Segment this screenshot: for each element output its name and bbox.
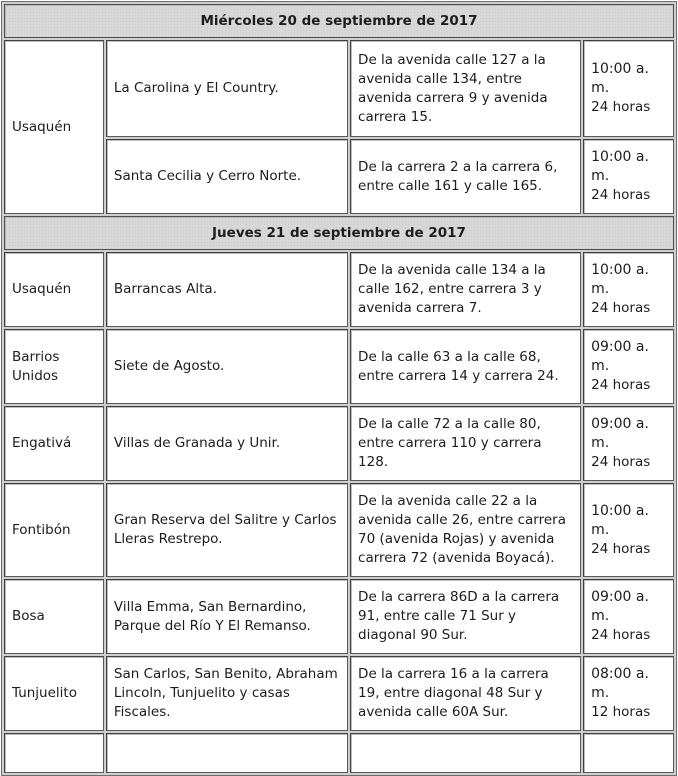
locality-cell: Usaquén bbox=[4, 252, 104, 327]
schedule-container bbox=[1, 1, 677, 776]
range-cell: De la carrera 16 a la carrera 19, entre diagonal 48 Sur y avenida calle 60A Sur. bbox=[350, 656, 581, 731]
range-cell bbox=[350, 733, 581, 773]
time-cell bbox=[583, 483, 674, 577]
range-cell: De la avenida calle 127 a la avenida calle 134, entre avenida carrera 9 y avenida carrera 15. bbox=[350, 40, 581, 137]
locality-cell: Fontibón bbox=[4, 483, 104, 577]
start-time: 10:00 a. m. bbox=[591, 149, 649, 184]
neighborhood-cell: Gran Reserva del Salitre y Carlos Lleras Restrepo. bbox=[106, 483, 348, 577]
neighborhood-cell: Siete de Agosto. bbox=[106, 329, 348, 404]
time-cell bbox=[583, 579, 674, 654]
neighborhood-cell: Santa Cecilia y Cerro Norte. bbox=[106, 139, 348, 214]
time-cell bbox=[583, 329, 674, 404]
range-cell: De la avenida calle 22 a la avenida calle 26, entre carrera 70 (avenida Rojas) y avenida carrera 72 (avenida Boyacá). bbox=[350, 483, 581, 577]
neighborhood-cell: La Carolina y El Country. bbox=[106, 40, 348, 137]
locality-cell: Barrios Unidos bbox=[4, 329, 104, 404]
day-header-row bbox=[4, 216, 674, 250]
table-row-partial bbox=[4, 733, 674, 773]
time-cell bbox=[583, 40, 674, 137]
locality-cell: Tunjuelito bbox=[4, 656, 104, 731]
range-cell: De la avenida calle 134 a la calle 162, entre carrera 3 y avenida carrera 7. bbox=[350, 252, 581, 327]
table-row bbox=[4, 483, 674, 577]
time-cell bbox=[583, 406, 674, 481]
water-cut-schedule-table bbox=[1, 1, 677, 776]
range-cell: De la carrera 86D a la carrera 91, entre calle 71 Sur y diagonal 90 Sur. bbox=[350, 579, 581, 654]
day-header: Jueves 21 de septiembre de 2017 bbox=[4, 216, 674, 250]
neighborhood-cell: San Carlos, San Benito, Abraham Lincoln, Tunjuelito y casas Fiscales. bbox=[106, 656, 348, 731]
neighborhood-cell: Barrancas Alta. bbox=[106, 252, 348, 327]
neighborhood-cell bbox=[106, 733, 348, 773]
duration: 24 horas bbox=[591, 187, 651, 203]
duration: 24 horas bbox=[591, 377, 651, 393]
table-row bbox=[4, 406, 674, 481]
table-row bbox=[4, 139, 674, 214]
neighborhood-cell: Villa Emma, San Bernardino, Parque del Río Y El Remanso. bbox=[106, 579, 348, 654]
time-cell bbox=[583, 656, 674, 731]
start-time: 10:00 a. m. bbox=[591, 502, 649, 538]
table-row bbox=[4, 656, 674, 731]
start-time: 09:00 a. m. bbox=[591, 589, 649, 624]
table-row bbox=[4, 579, 674, 654]
range-cell: De la calle 72 a la calle 80, entre carrera 110 y carrera 128. bbox=[350, 406, 581, 481]
table-row bbox=[4, 329, 674, 404]
duration: 24 horas bbox=[591, 627, 651, 643]
time-cell bbox=[583, 139, 674, 214]
start-time: 10:00 a. m. bbox=[591, 61, 649, 96]
duration: 24 horas bbox=[591, 300, 651, 316]
time-cell bbox=[583, 252, 674, 327]
locality-cell: Usaquén bbox=[4, 40, 104, 214]
start-time: 09:00 a. m. bbox=[591, 416, 649, 451]
locality-cell: Bosa bbox=[4, 579, 104, 654]
day-header-row bbox=[4, 4, 674, 38]
time-cell bbox=[583, 733, 674, 773]
range-cell: De la carrera 2 a la carrera 6, entre calle 161 y calle 165. bbox=[350, 139, 581, 214]
duration: 24 horas bbox=[591, 99, 651, 115]
range-cell: De la calle 63 a la calle 68, entre carrera 14 y carrera 24. bbox=[350, 329, 581, 404]
duration: 24 horas bbox=[591, 454, 651, 470]
neighborhood-cell: Villas de Granada y Unir. bbox=[106, 406, 348, 481]
locality-cell bbox=[4, 733, 104, 773]
locality-cell: Engativá bbox=[4, 406, 104, 481]
duration: 12 horas bbox=[591, 704, 651, 720]
start-time: 09:00 a. m. bbox=[591, 339, 649, 374]
start-time: 10:00 a. m. bbox=[591, 262, 649, 297]
table-row bbox=[4, 252, 674, 327]
duration: 24 horas bbox=[591, 540, 651, 557]
start-time: 08:00 a. m. bbox=[591, 666, 649, 701]
day-header: Miércoles 20 de septiembre de 2017 bbox=[4, 4, 674, 38]
table-row bbox=[4, 40, 674, 137]
